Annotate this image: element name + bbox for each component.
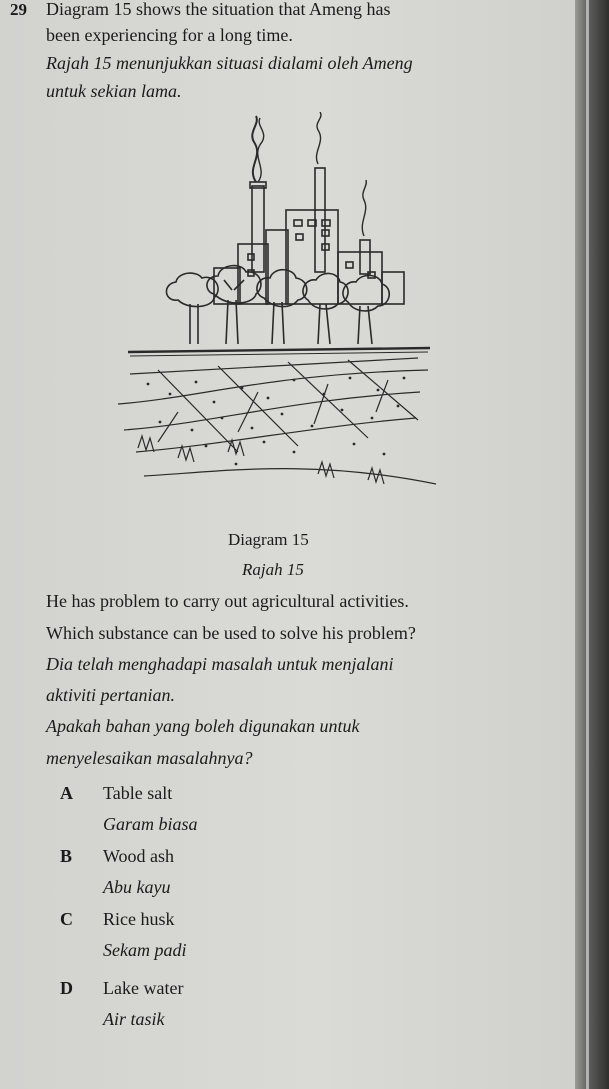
option-letter: C xyxy=(60,909,73,929)
option-text-en: Lake water xyxy=(103,978,184,998)
factory-soil-diagram xyxy=(118,112,448,502)
spine-highlight xyxy=(586,0,589,1089)
stem-ms-line-1: Dia telah menghadapi masalah untuk menjalani xyxy=(46,654,394,674)
option-letter: B xyxy=(60,846,73,866)
stem-ms-line-3: Apakah bahan yang boleh digunakan untuk xyxy=(46,716,360,736)
option-text-ms: Sekam padi xyxy=(103,940,187,960)
question-number: 29 xyxy=(10,0,27,19)
option-text-en: Table salt xyxy=(103,783,173,803)
option-text-ms: Abu kayu xyxy=(103,877,171,897)
option-text-en: Wood ash xyxy=(103,846,175,866)
intro-ms-line-2: untuk sekian lama. xyxy=(46,81,182,101)
option-letter: D xyxy=(60,978,73,998)
soil-dots xyxy=(147,377,406,466)
smoke-left xyxy=(252,116,257,182)
option-text-ms: Air tasik xyxy=(103,1009,165,1029)
figure-caption-en: Diagram 15 xyxy=(228,530,309,549)
stem-en-line-2: Which substance can be used to solve his problem? xyxy=(46,623,416,643)
option-letter: A xyxy=(60,783,73,803)
grass-tufts xyxy=(138,436,384,484)
book-spine-shadow xyxy=(575,0,609,1089)
stem-ms-line-4: menyelesaikan masalahnya? xyxy=(46,748,253,768)
stem-en-line-1: He has problem to carry out agricultural activities. xyxy=(46,591,409,611)
stem-ms-line-2: aktiviti pertanian. xyxy=(46,685,175,705)
option-text-en: Rice husk xyxy=(103,909,175,929)
ground-surface xyxy=(128,348,430,352)
smoke-middle xyxy=(316,112,321,164)
cracked-soil xyxy=(118,358,436,484)
smoke-right xyxy=(362,180,366,236)
intro-en-line-1: Diagram 15 shows the situation that Ameng has xyxy=(46,0,391,19)
figure-caption-ms: Rajah 15 xyxy=(242,560,304,579)
intro-ms-line-1: Rajah 15 menunjukkan situasi dialami oleh Ameng xyxy=(46,53,413,73)
intro-en-line-2: been experiencing for a long time. xyxy=(46,25,293,45)
option-text-ms: Garam biasa xyxy=(103,814,198,834)
